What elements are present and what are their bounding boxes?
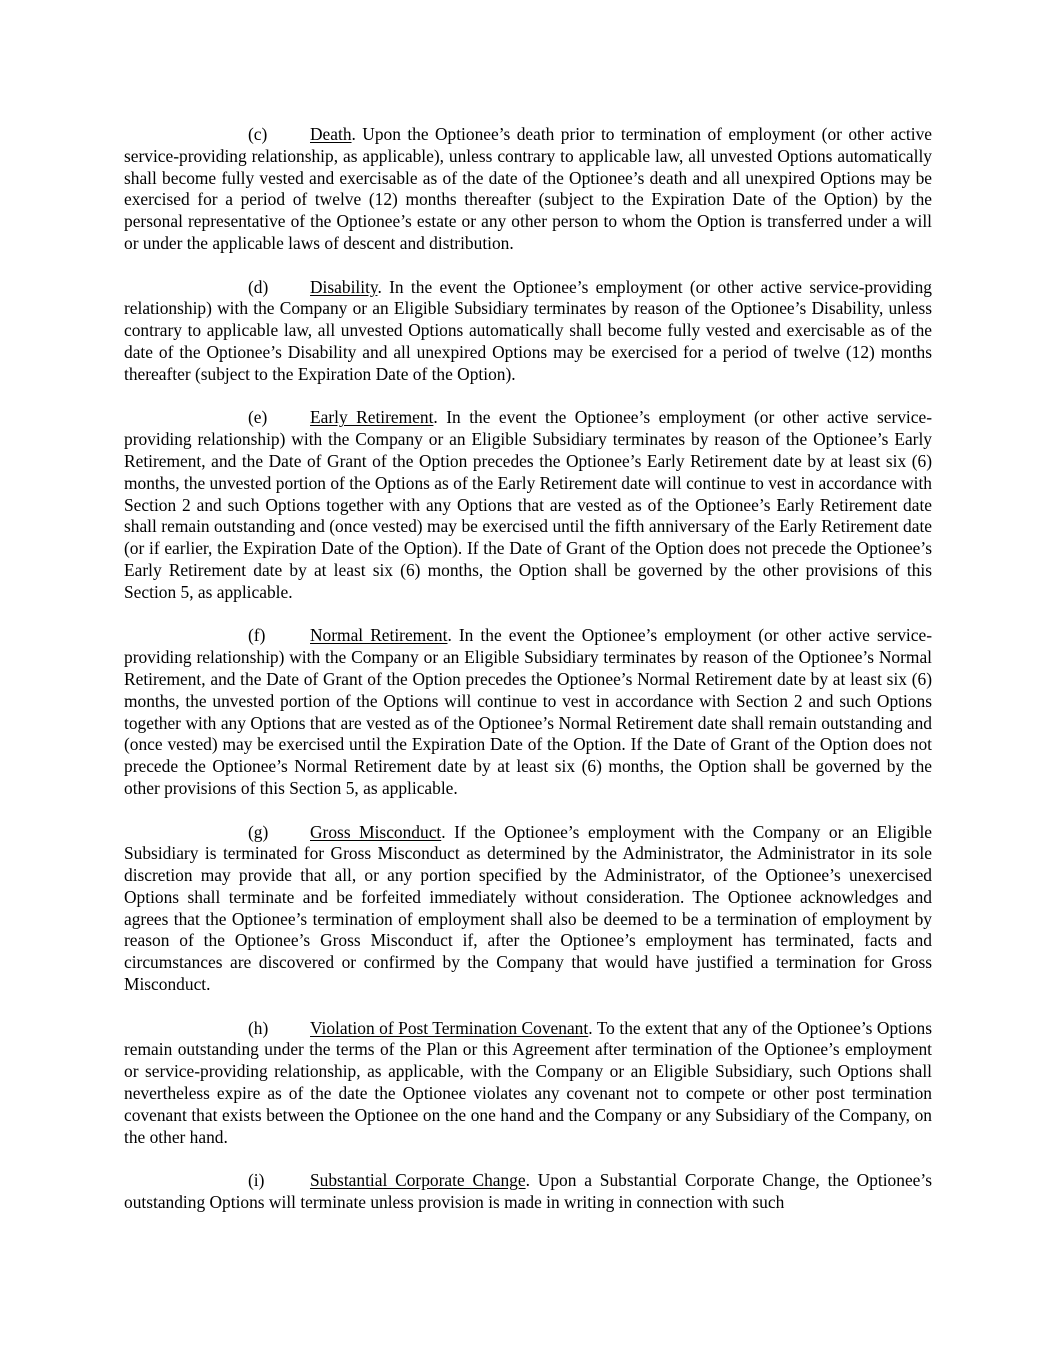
- section-i-substantial-corporate-change: [124, 1170, 932, 1214]
- document-body: [124, 124, 932, 1236]
- section-g-gross-misconduct: [124, 822, 932, 996]
- section-heading: Substantial Corporate Change: [310, 1170, 526, 1191]
- section-marker: (f): [248, 625, 266, 646]
- section-body: . In the event the Optionee’s employment (or other active service-providing relationship) with the Company or an Eligible Subsidiary terminates by reason of the Optionee’s Normal Retirement, and the Date of Grant of the Option precedes the Optionee’s Normal Retirement date by at least six (6) months, the unvested portion of the Options will continue to vest in accordance with Section 2 and such Options together with any Options that are vested as of the Optionee’s Normal Retirement date shall remain outstanding and (once vested) may be exercised until the Expiration Date of the Option. If the Date of Grant of the Option does not precede the Optionee’s Normal Retirement date by at least six (6) months, the Option shall be governed by the other provisions of this Section 5, as applicable.: [124, 625, 932, 798]
- section-marker: (i): [248, 1170, 265, 1191]
- section-heading: Gross Misconduct: [310, 821, 442, 842]
- section-body: . Upon a Substantial Corporate Change, the Optionee’s outstanding Options will terminate unless provision is made in writing in connection with such: [124, 1170, 932, 1213]
- section-body: . In the event the Optionee’s employment (or other active service-providing relationship) with the Company or an Eligible Subsidiary terminates by reason of the Optionee’s Disability, unless contrary to applicable law, all unvested Options automatically shall become fully vested and exercisable as of the date of the Optionee’s Disability and all unexpired Options may be exercised for a period of twelve (12) months thereafter (subject to the Expiration Date of the Option).: [124, 276, 932, 384]
- section-heading: Violation of Post Termination Covenant: [310, 1017, 589, 1038]
- section-c-death: [124, 124, 932, 255]
- section-h-post-termination-covenant: [124, 1018, 932, 1149]
- section-body: . Upon the Optionee’s death prior to termination of employment (or other active service-providing relationship, as applicable), unless contrary to applicable law, all unvested Options automatically shall become fully vested and exercisable as of the date of the Optionee’s death and all unexpired Options may be exercised for a period of twelve (12) months thereafter (subject to the Expiration Date of the Option) by the personal representative of the Optionee’s estate or any other person to whom the Option is transferred under a will or under the applicable laws of descent and distribution.: [124, 124, 932, 253]
- section-marker: (c): [248, 124, 268, 144]
- section-body: . If the Optionee’s employment with the Company or an Eligible Subsidiary is terminated for Gross Misconduct as determined by the Administrator, the Administrator in its sole discretion may provide that all, or any portion specified by the Administrator, of the Optionee’s unexercised Options shall terminate and be forfeited immediately without consideration. The Optionee acknowledges and agrees that the Optionee’s termination of employment shall also be deemed to be a termination of employment by reason of the Optionee’s Gross Misconduct if, after the Optionee’s employment has terminated, facts and circumstances are discovered or confirmed by the Company that would have justified a termination for Gross Misconduct.: [124, 821, 932, 995]
- section-e-early-retirement: [124, 407, 932, 603]
- section-marker: (h): [248, 1017, 269, 1038]
- section-marker: (d): [248, 276, 269, 297]
- section-heading: Normal Retirement: [310, 625, 448, 646]
- section-heading: Death: [310, 124, 352, 144]
- section-f-normal-retirement: [124, 625, 932, 799]
- section-d-disability: [124, 277, 932, 386]
- section-body: . In the event the Optionee’s employment (or other active service-providing relationship) with the Company or an Eligible Subsidiary terminates by reason of the Optionee’s Early Retirement, and the Date of Grant of the Option precedes the Optionee’s Early Retirement date by at least six (6) months, the unvested portion of the Options as of the Early Retirement date will continue to vest in accordance with Section 2 and such Options together with any Options that are vested as of the Optionee’s Early Retirement date shall remain outstanding and (once vested) may be exercised until the fifth anniversary of the Early Retirement date (or if earlier, the Expiration Date of the Option). If the Date of Grant of the Option does not precede the Optionee’s Early Retirement date by at least six (6) months, the Option shall be governed by the other provisions of this Section 5, as applicable.: [124, 407, 932, 602]
- section-heading: Disability: [310, 276, 378, 297]
- section-body: . To the extent that any of the Optionee’s Options remain outstanding under the terms of the Plan or this Agreement after termination of the Optionee’s employment or service-providing relationship, as applicable, with the Company or an Eligible Subsidiary, such Options shall nevertheless expire as of the date the Optionee violates any covenant not to compete or other post termination covenant that exists between the Optionee on the one hand and the Company or any Subsidiary of the Company, on the other hand.: [124, 1017, 933, 1147]
- section-heading: Early Retirement: [310, 407, 434, 428]
- section-marker: (g): [248, 821, 269, 842]
- section-marker: (e): [248, 407, 268, 428]
